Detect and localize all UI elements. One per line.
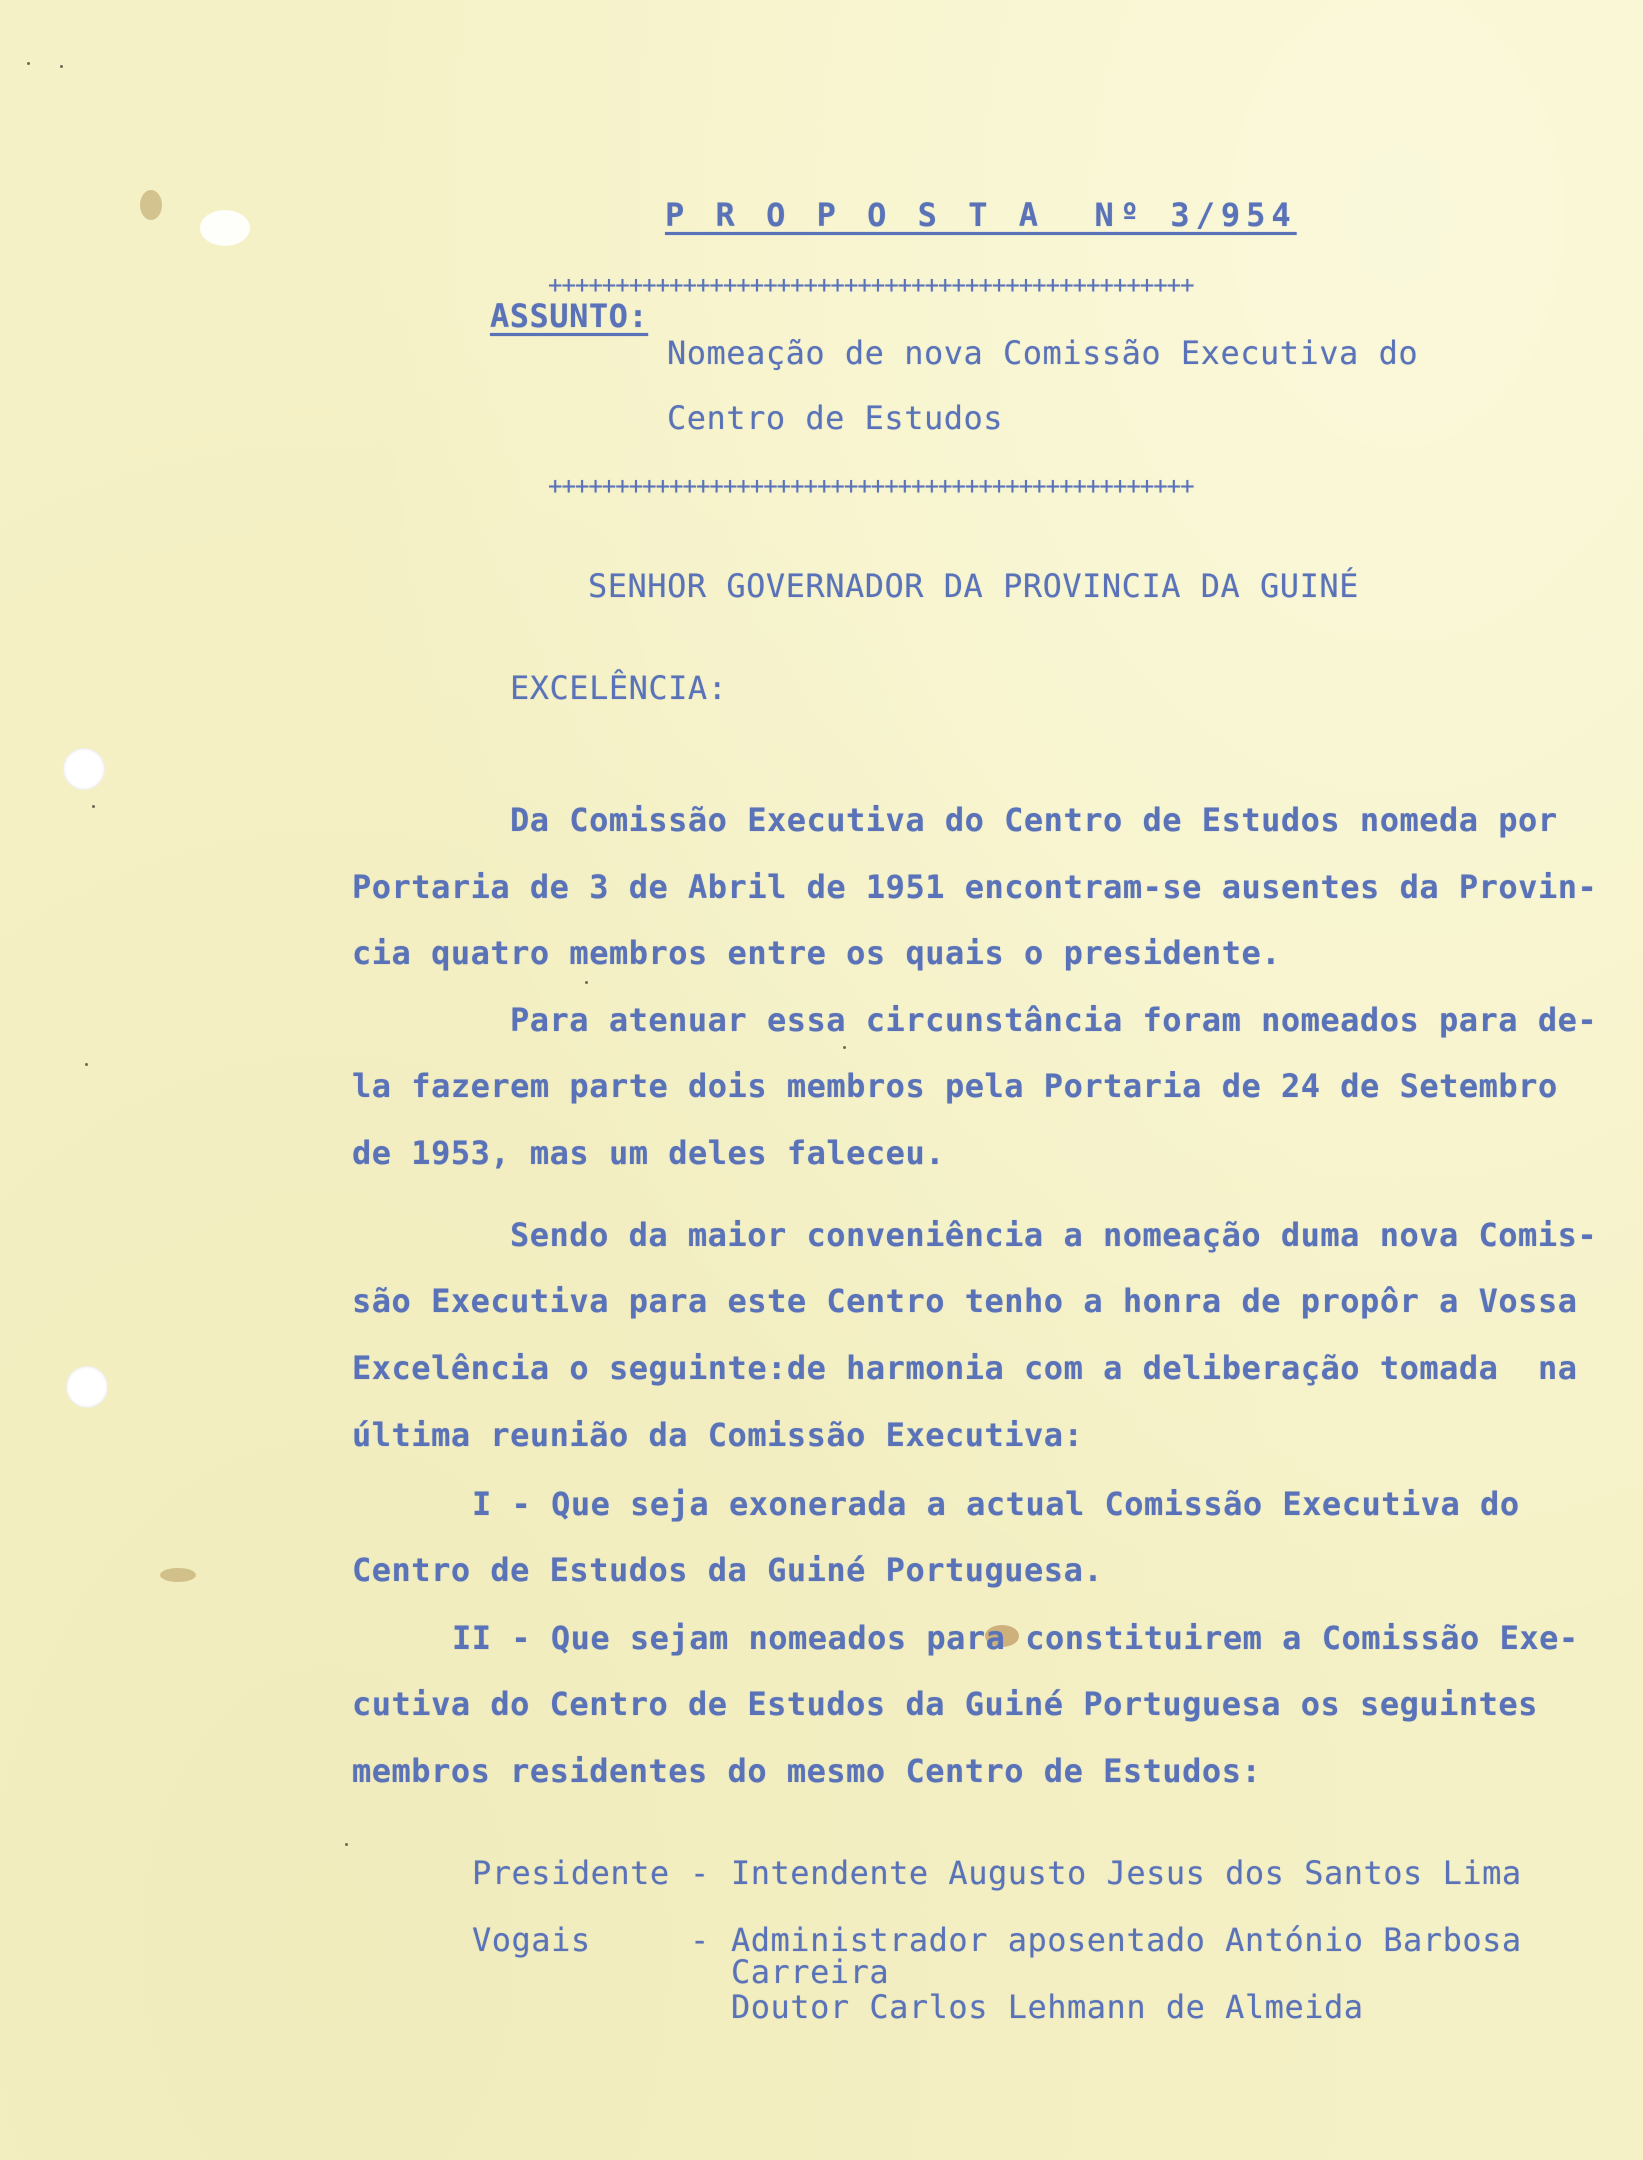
subject-line-1: Nomeação de nova Comissão Executiva do [667,334,1419,372]
paragraph-2-line-1: Para atenuar essa circunstância foram nomeados para de- [510,1001,1598,1039]
speck [585,981,588,984]
speck [27,62,30,65]
paragraph-2-line-2: la fazerem parte dois membros pela Portaria de 24 de Setembro [352,1067,1558,1105]
paragraph-1-line-2: Portaria de 3 de Abril de 1951 encontram-se ausentes da Provin- [352,868,1598,906]
paragraph-3-line-2: são Executiva para este Centro tenho a honra de propôr a Vossa [352,1282,1578,1320]
paragraph-3-line-4: última reunião da Comissão Executiva: [352,1416,1084,1454]
addressee: SENHOR GOVERNADOR DA PROVINCIA DA GUINÉ [588,567,1359,605]
paragraph-1-line-3: cia quatro membros entre os quais o presidente. [352,934,1281,972]
stain-mark [160,1568,196,1582]
paragraph-1-line-1: Da Comissão Executiva do Centro de Estudos nomeda por [510,801,1558,839]
speck [85,1063,88,1066]
item-2-line-3: membros residentes do mesmo Centro de Estudos: [352,1752,1262,1790]
stain-mark [200,210,250,246]
president-name: Intendente Augusto Jesus dos Santos Lima [731,1854,1522,1892]
item-1-line-2: Centro de Estudos da Guiné Portuguesa. [352,1551,1104,1589]
separator-top: ++++++++++++++++++++++++++++++++++++++++++++++++ [548,271,1194,299]
document-title: P R O P O S T A Nº 3/954 [665,196,1297,234]
speck [92,805,95,808]
vogal-1-line-2: Carreira [731,1953,890,1991]
vogal-1-line-1: Administrador aposentado António Barbosa [731,1921,1522,1959]
salutation: EXCELÊNCIA: [510,669,728,707]
paragraph-3-line-1: Sendo da maior conveniência a nomeação duma nova Comis- [510,1216,1598,1254]
president-label: Presidente [472,1854,670,1892]
paragraph-2-line-3: de 1953, mas um deles faleceu. [352,1134,945,1172]
separator-bottom: ++++++++++++++++++++++++++++++++++++++++++++++++ [548,472,1194,500]
punch-hole-bottom [66,1366,108,1408]
item-1-line-1: I - Que seja exonerada a actual Comissão Executiva do [472,1485,1520,1523]
vogais-dash: - [690,1921,710,1959]
vogal-2: Doutor Carlos Lehmann de Almeida [731,1988,1364,2026]
punch-hole-top [63,748,105,790]
speck [843,1046,846,1049]
speck [60,65,63,68]
subject-label: ASSUNTO: [490,297,649,335]
president-dash: - [690,1854,710,1892]
item-2-line-1: II - Que sejam nomeados para constituirem a Comissão Exe- [452,1619,1579,1657]
vogais-label: Vogais [472,1921,591,1959]
stain-mark [140,190,162,220]
item-2-line-2: cutiva do Centro de Estudos da Guiné Portuguesa os seguintes [352,1685,1538,1723]
speck [345,1843,348,1846]
subject-line-2: Centro de Estudos [667,399,1004,437]
paragraph-3-line-3: Excelência o seguinte:de harmonia com a deliberação tomada na [352,1349,1578,1387]
